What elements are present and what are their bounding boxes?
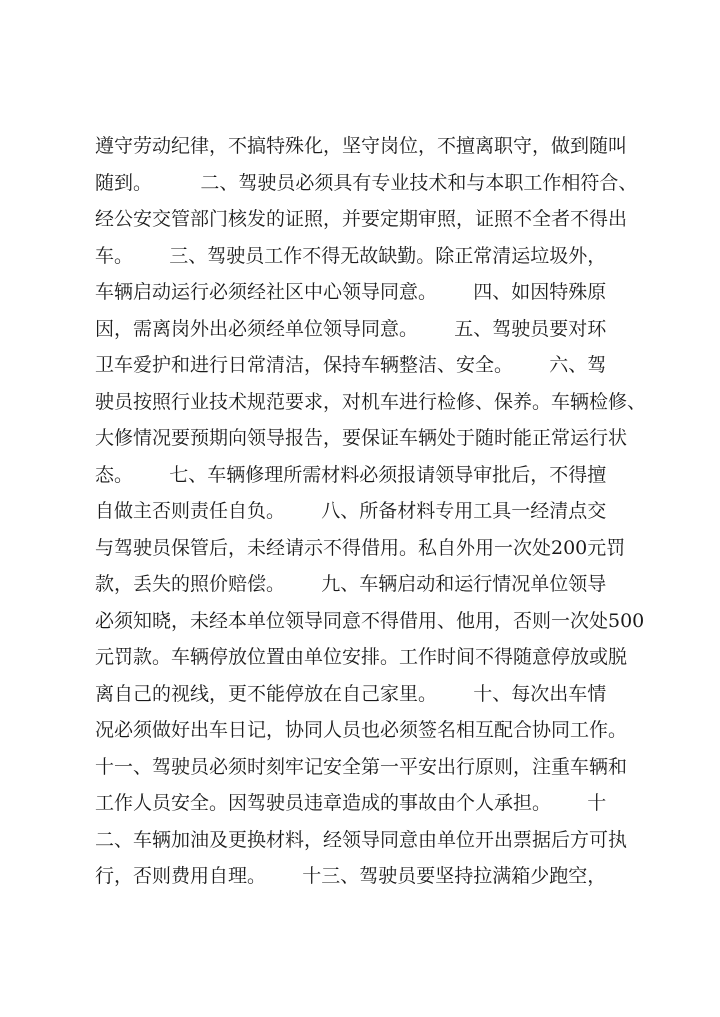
text-line: 驶员按照行业技术规范要求，对机车进行检修、保养。车辆检修、 [95,390,647,413]
text-line: 遵守劳动纪律，不搞特殊化，坚守岗位，不擅离职守，做到随叫 [95,135,628,157]
text-line: 必须知晓，未经本单位领导同意不得借用、他用，否则一次处500 [95,609,645,632]
text-line: 随到。 二、驾驶员必须具有专业技术和与本职工作相符合、 [95,171,638,194]
text-line: 因，需离岗外出必须经单位领导同意。 五、驾驶员要对环 [95,317,607,340]
text-line: 工作人员安全。因驾驶员违章造成的事故由个人承担。 十 [95,792,607,814]
text-line: 车辆启动运行必须经社区中心领导同意。 四、如因特殊原 [95,281,607,303]
text-line: 二、车辆加油及更换材料，经领导同意由单位开出票据后方可执 [95,828,628,851]
text-line: 元罚款。车辆停放位置由单位安排。工作时间不得随意停放或脱 [95,646,628,668]
text-line: 十一、驾驶员必须时刻牢记安全第一平安出行原则，注重车辆和 [95,755,628,778]
text-line: 行，否则费用自理。 十三、驾驶员要坚持拉满箱少跑空， [95,865,607,887]
text-line: 卫车爱护和进行日常清洁，保持车辆整洁、安全。 六、驾 [95,354,607,376]
text-line: 自做主否则责任自负。 八、所备材料专用工具一经清点交 [95,500,607,522]
text-line: 车。 三、驾驶员工作不得无故缺勤。除正常清运垃圾外， [95,244,607,267]
text-line: 款，丢失的照价赔偿。 九、车辆启动和运行情况单位领导 [95,573,607,595]
text-line: 离自己的视线，更不能停放在自己家里。 十、每次出车情 [95,682,607,705]
text-line: 态。 七、车辆修理所需材料必须报请领导审批后，不得擅 [95,463,607,486]
text-line: 与驾驶员保管后，未经请示不得借用。私自外用一次处200元罚 [95,536,626,559]
body-text [95,128,655,895]
text-line: 大修情况要预期向领导报告，要保证车辆处于随时能正常运行状 [95,427,628,449]
text-line: 经公安交管部门核发的证照，并要定期审照，证照不全者不得出 [95,208,628,230]
text-line: 况必须做好出车日记，协同人员也必须签名相互配合协同工作。 [95,719,628,741]
